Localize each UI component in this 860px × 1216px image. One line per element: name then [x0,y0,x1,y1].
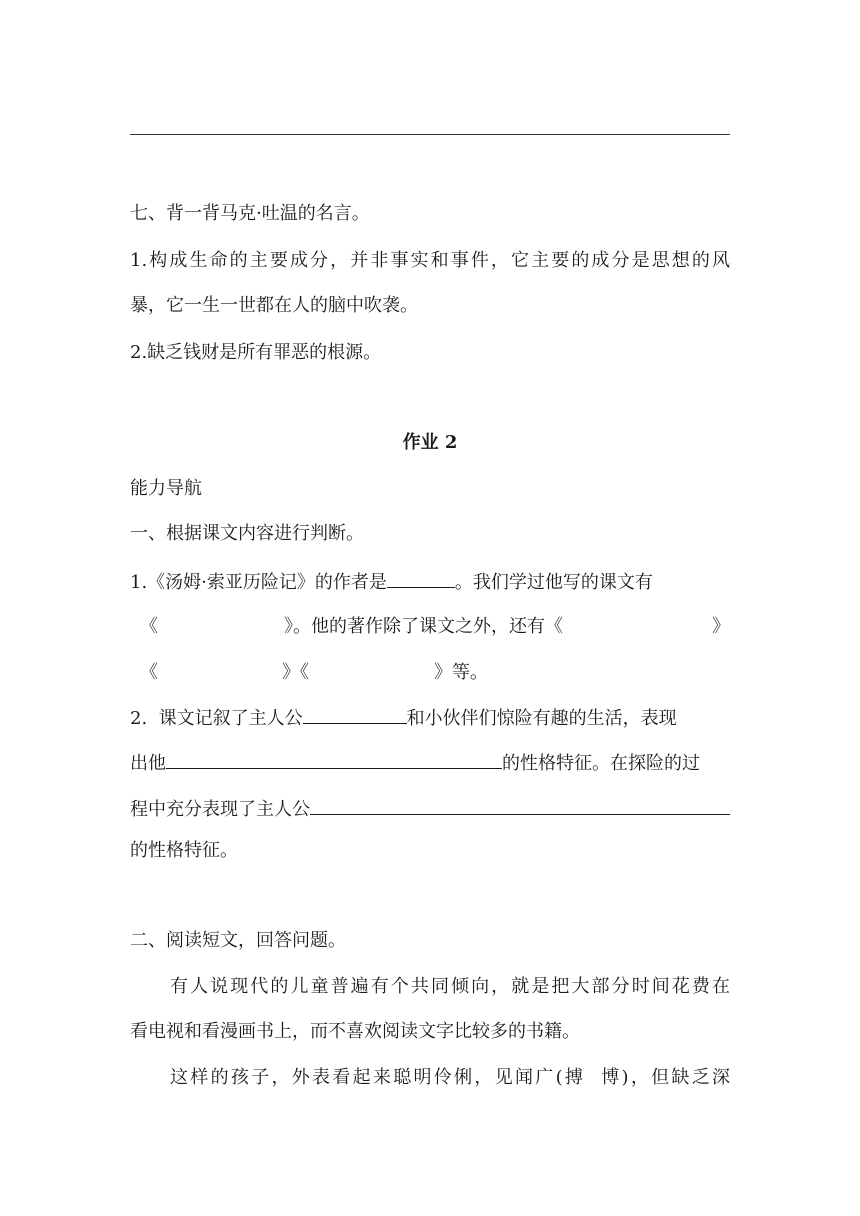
trait-blank-1[interactable] [166,748,502,769]
question-2-line-2-prefix: 出他 [130,753,166,774]
question-2-line-3 [130,794,730,822]
quote-1-line-1: 1.构成生命的主要成分，并非事实和事件，它主要的成分是思想的风 [130,250,730,271]
lesson-title-blank[interactable] [158,612,284,632]
question-1-line-3-end: 》等。 [434,662,488,683]
question-1-line-3 [130,658,730,685]
section-heading-7: 七、背一背马克·吐温的名言。 [130,203,370,224]
passage-para-1-line-1: 有人说现代的儿童普遍有个共同倾向，就是把大部分时间花费在 [170,976,730,997]
passage-para-2-line-1: 这样的孩子，外表看起来聪明伶俐，见闻广(搏 博)，但缺乏深 [170,1067,730,1088]
passage-para-1-line-2: 看电视和看漫画书上，而不喜欢阅读文字比较多的书籍。 [130,1021,580,1042]
author-blank[interactable] [387,567,455,588]
question-2-after-blank: 和小伙伴们惊险有趣的生活，表现 [406,708,677,729]
question-1-prefix: 1.《汤姆·索亚历险记》的作者是 [130,572,387,593]
trait-blank-2[interactable] [310,794,730,815]
other-work-blank-2[interactable] [158,658,282,678]
homework-subtitle: 能力导航 [130,478,202,499]
bracket-close: 》 [712,616,730,637]
question-2-line-2 [130,748,730,776]
question-2-line-4: 的性格特征。 [130,840,238,861]
other-work-blank-1[interactable] [563,612,712,632]
question-2-line-2-suffix: 的性格特征。在探险的过 [502,753,700,774]
question-1-line-2-mid: 》。他的著作除了课文之外，还有《 [284,616,563,637]
bracket-mid: 》《 [282,662,309,683]
question-2-line-3-prefix: 程中充分表现了主人公 [130,799,310,820]
question-1-line-1 [130,567,730,595]
homework-title: 作业 2 [402,432,458,453]
question-2-prefix: 2. 课文记叙了主人公 [130,708,303,729]
bracket-open-2: 《 [140,662,158,683]
quote-1-line-2: 暴，它一生一世都在人的脑中吹袭。 [130,295,418,316]
question-1-line-2 [130,612,730,639]
question-2-line-1 [130,703,730,731]
protagonist-blank[interactable] [303,703,407,724]
part-2-heading: 二、阅读短文，回答问题。 [130,930,346,951]
other-work-blank-3[interactable] [309,658,434,678]
part-1-heading: 一、根据课文内容进行判断。 [130,523,364,544]
quote-2: 2.缺乏钱财是所有罪恶的根源。 [130,342,382,363]
top-divider [130,134,730,135]
question-1-after-blank: 。我们学过他写的课文有 [454,572,653,593]
bracket-open: 《 [140,616,158,637]
document-page [130,0,730,1216]
